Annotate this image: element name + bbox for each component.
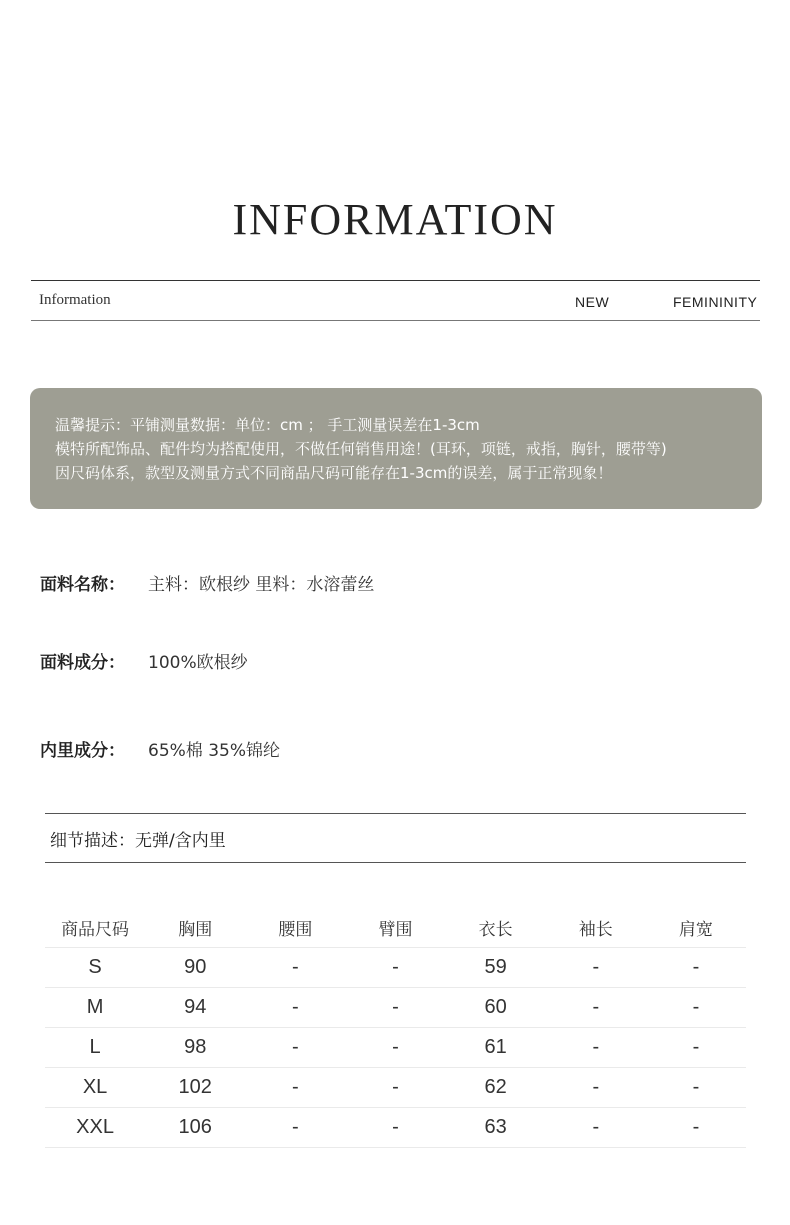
table-row xyxy=(45,1068,746,1108)
table-cell: - xyxy=(345,948,445,988)
header-new-label: NEW xyxy=(575,294,610,310)
detail-rule-top xyxy=(45,813,746,814)
size-header-arm: 臂围 xyxy=(345,908,445,948)
size-header-length: 衣长 xyxy=(446,908,546,948)
table-cell: - xyxy=(646,948,746,988)
table-cell: - xyxy=(646,1108,746,1148)
table-cell: - xyxy=(546,988,646,1028)
size-header-shoulder: 肩宽 xyxy=(646,908,746,948)
notice-line-1: 温馨提示：平铺测量数据：单位：cm ； 手工测量误差在1-3cm xyxy=(55,416,480,434)
size-header-bust: 胸围 xyxy=(145,908,245,948)
header-info-label: Information xyxy=(39,292,111,308)
size-header-size: 商品尺码 xyxy=(45,908,145,948)
lining-composition-label: 内里成分： xyxy=(40,741,125,761)
table-cell: - xyxy=(245,988,345,1028)
table-row xyxy=(45,948,746,988)
table-cell: M xyxy=(45,988,145,1028)
table-cell: 59 xyxy=(446,948,546,988)
table-cell: - xyxy=(245,948,345,988)
fabric-composition-label: 面料成分： xyxy=(40,653,125,673)
fabric-name-row xyxy=(40,570,374,595)
table-row xyxy=(45,1108,746,1148)
table-cell: 61 xyxy=(446,1028,546,1068)
detail-value: 无弹/含内里 xyxy=(135,831,226,851)
header-femininity-label: FEMININITY xyxy=(673,294,758,310)
size-table xyxy=(45,908,746,1148)
table-cell: - xyxy=(245,1028,345,1068)
fabric-composition-value: 100%欧根纱 xyxy=(148,653,248,673)
table-cell: L xyxy=(45,1028,145,1068)
table-cell: - xyxy=(345,988,445,1028)
table-cell: - xyxy=(646,1028,746,1068)
header-rule-bottom xyxy=(31,320,760,321)
table-cell: - xyxy=(546,1068,646,1108)
size-table-header-row xyxy=(45,908,746,948)
table-cell: XXL xyxy=(45,1108,145,1148)
table-cell: 106 xyxy=(145,1108,245,1148)
table-row xyxy=(45,1028,746,1068)
header-rule-top xyxy=(31,280,760,281)
table-cell: XL xyxy=(45,1068,145,1108)
table-cell: - xyxy=(345,1028,445,1068)
lining-composition-row xyxy=(40,736,280,761)
notice-line-2: 模特所配饰品、配件均为搭配使用，不做任何销售用途！(耳环，项链，戒指，胸针，腰带等) xyxy=(55,440,667,458)
table-cell: - xyxy=(345,1068,445,1108)
table-cell: 94 xyxy=(145,988,245,1028)
table-cell: 102 xyxy=(145,1068,245,1108)
table-cell: - xyxy=(646,988,746,1028)
table-row xyxy=(45,988,746,1028)
table-cell: 63 xyxy=(446,1108,546,1148)
detail-row xyxy=(50,826,226,851)
fabric-name-label: 面料名称： xyxy=(40,575,125,595)
table-cell: - xyxy=(546,948,646,988)
table-cell: - xyxy=(546,1028,646,1068)
page-title: INFORMATION xyxy=(232,195,558,244)
table-cell: - xyxy=(646,1068,746,1108)
table-cell: 98 xyxy=(145,1028,245,1068)
table-cell: - xyxy=(245,1108,345,1148)
table-cell: 60 xyxy=(446,988,546,1028)
fabric-composition-row xyxy=(40,648,248,673)
notice-box xyxy=(30,388,762,509)
size-header-waist: 腰围 xyxy=(245,908,345,948)
size-header-sleeve: 袖长 xyxy=(546,908,646,948)
table-cell: 90 xyxy=(145,948,245,988)
table-cell: S xyxy=(45,948,145,988)
lining-composition-value: 65%棉 35%锦纶 xyxy=(148,741,280,761)
notice-line-3: 因尺码体系，款型及测量方式不同商品尺码可能存在1-3cm的误差，属于正常现象！ xyxy=(55,464,613,482)
fabric-name-value: 主料：欧根纱 里料：水溶蕾丝 xyxy=(148,575,375,595)
table-cell: - xyxy=(245,1068,345,1108)
table-cell: - xyxy=(345,1108,445,1148)
table-cell: 62 xyxy=(446,1068,546,1108)
table-cell: - xyxy=(546,1108,646,1148)
detail-label: 细节描述： xyxy=(50,831,135,851)
detail-rule-bottom xyxy=(45,862,746,863)
